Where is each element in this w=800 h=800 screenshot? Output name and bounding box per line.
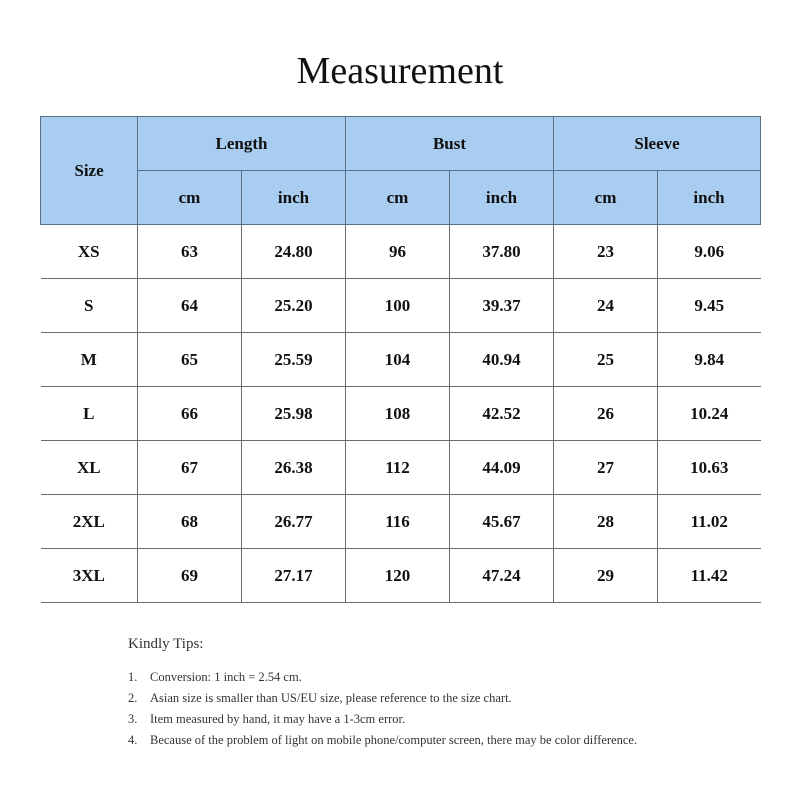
value-cell: 64 bbox=[138, 279, 242, 333]
table-row bbox=[41, 387, 761, 441]
page-title: Measurement bbox=[296, 50, 504, 92]
table-row bbox=[41, 441, 761, 495]
tip-number: 3. bbox=[128, 712, 138, 726]
value-cell: 37.80 bbox=[450, 225, 554, 279]
value-cell: 26.38 bbox=[242, 441, 346, 495]
size-cell: 2XL bbox=[41, 495, 138, 549]
table-row bbox=[41, 279, 761, 333]
bust-group-header: Bust bbox=[346, 117, 554, 171]
value-cell: 9.06 bbox=[658, 225, 761, 279]
value-cell: 67 bbox=[138, 441, 242, 495]
table-row bbox=[41, 495, 761, 549]
unit-header: cm bbox=[346, 171, 450, 225]
tip-text: Because of the problem of light on mobile phone/computer screen, there may be color difference. bbox=[150, 733, 638, 747]
value-cell: 27.17 bbox=[242, 549, 346, 603]
value-cell: 24 bbox=[554, 279, 658, 333]
value-cell: 25 bbox=[554, 333, 658, 387]
tip-item bbox=[128, 709, 688, 730]
length-group-header: Length bbox=[138, 117, 346, 171]
size-cell: XL bbox=[41, 441, 138, 495]
size-cell: S bbox=[41, 279, 138, 333]
value-cell: 11.02 bbox=[658, 495, 761, 549]
size-cell: XS bbox=[41, 225, 138, 279]
unit-header: cm bbox=[554, 171, 658, 225]
value-cell: 42.52 bbox=[450, 387, 554, 441]
size-cell: 3XL bbox=[41, 549, 138, 603]
value-cell: 9.45 bbox=[658, 279, 761, 333]
value-cell: 45.67 bbox=[450, 495, 554, 549]
unit-header: inch bbox=[242, 171, 346, 225]
value-cell: 44.09 bbox=[450, 441, 554, 495]
value-cell: 120 bbox=[346, 549, 450, 603]
value-cell: 11.42 bbox=[658, 549, 761, 603]
tip-text: Asian size is smaller than US/EU size, please reference to the size chart. bbox=[150, 691, 512, 705]
kindly-tips bbox=[128, 633, 688, 751]
tip-item bbox=[128, 730, 688, 751]
tip-number: 1. bbox=[128, 670, 138, 684]
value-cell: 27 bbox=[554, 441, 658, 495]
tip-item bbox=[128, 667, 688, 688]
value-cell: 96 bbox=[346, 225, 450, 279]
value-cell: 25.20 bbox=[242, 279, 346, 333]
value-cell: 69 bbox=[138, 549, 242, 603]
value-cell: 28 bbox=[554, 495, 658, 549]
value-cell: 23 bbox=[554, 225, 658, 279]
unit-header: inch bbox=[450, 171, 554, 225]
table-row bbox=[41, 225, 761, 279]
table-header-row bbox=[41, 117, 761, 171]
value-cell: 25.98 bbox=[242, 387, 346, 441]
unit-header: inch bbox=[658, 171, 761, 225]
table-row bbox=[41, 333, 761, 387]
value-cell: 39.37 bbox=[450, 279, 554, 333]
tip-number: 4. bbox=[128, 733, 138, 747]
value-cell: 116 bbox=[346, 495, 450, 549]
value-cell: 100 bbox=[346, 279, 450, 333]
value-cell: 26 bbox=[554, 387, 658, 441]
table-row bbox=[41, 549, 761, 603]
size-chart-table bbox=[40, 116, 761, 603]
size-cell: M bbox=[41, 333, 138, 387]
value-cell: 104 bbox=[346, 333, 450, 387]
tips-title: Kindly Tips: bbox=[128, 636, 204, 652]
value-cell: 65 bbox=[138, 333, 242, 387]
tip-number: 2. bbox=[128, 691, 138, 705]
value-cell: 24.80 bbox=[242, 225, 346, 279]
table-unit-row bbox=[41, 171, 761, 225]
sleeve-group-header: Sleeve bbox=[554, 117, 761, 171]
value-cell: 29 bbox=[554, 549, 658, 603]
tip-text: Item measured by hand, it may have a 1-3cm error. bbox=[150, 712, 406, 726]
value-cell: 47.24 bbox=[450, 549, 554, 603]
value-cell: 10.63 bbox=[658, 441, 761, 495]
value-cell: 63 bbox=[138, 225, 242, 279]
value-cell: 26.77 bbox=[242, 495, 346, 549]
size-cell: L bbox=[41, 387, 138, 441]
value-cell: 112 bbox=[346, 441, 450, 495]
value-cell: 66 bbox=[138, 387, 242, 441]
value-cell: 10.24 bbox=[658, 387, 761, 441]
table-body bbox=[41, 225, 761, 603]
value-cell: 68 bbox=[138, 495, 242, 549]
value-cell: 108 bbox=[346, 387, 450, 441]
unit-header: cm bbox=[138, 171, 242, 225]
value-cell: 40.94 bbox=[450, 333, 554, 387]
value-cell: 9.84 bbox=[658, 333, 761, 387]
size-column-header: Size bbox=[41, 117, 138, 225]
tips-list bbox=[128, 667, 688, 751]
value-cell: 25.59 bbox=[242, 333, 346, 387]
tip-text: Conversion: 1 inch = 2.54 cm. bbox=[150, 670, 302, 684]
tip-item bbox=[128, 688, 688, 709]
